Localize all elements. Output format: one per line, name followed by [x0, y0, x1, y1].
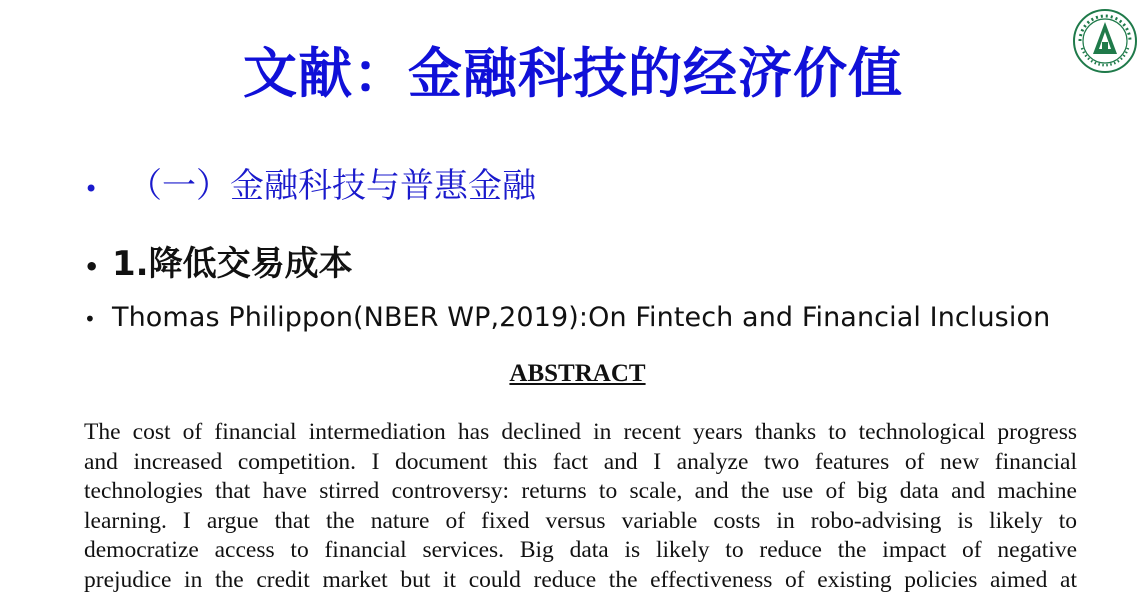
slide-title: 文献：金融科技的经济价值	[243, 42, 903, 105]
abstract-line: learning. I argue that the nature of fixed versus variable costs in robo-advising is likely to	[84, 507, 1077, 534]
bullet-subheading	[84, 236, 353, 285]
university-seal-icon	[1072, 8, 1138, 74]
bullet-text: （一）金融科技与普惠金融	[128, 166, 536, 206]
abstract-line: technologies that have stirred controversy: returns to scale, and the use of big data and machine	[84, 478, 1077, 505]
abstract-line: democratize access to financial services. Big data is likely to reduce the impact of negative	[84, 537, 1077, 564]
abstract-body	[84, 418, 1077, 596]
abstract-line: and increased competition. I document this fact and I analyze two features of new financial	[84, 448, 1077, 475]
abstract-line: prejudice in the credit market but it could reduce the effectiveness of existing policies aimed at	[84, 566, 1077, 593]
abstract-heading: ABSTRACT	[509, 360, 646, 387]
bullet-marker: •	[84, 253, 100, 281]
bullet-text: 1.降低交易成本	[112, 244, 353, 284]
bullet-text: Thomas Philippon(NBER WP,2019):On Fintech and Financial Inclusion	[112, 302, 1051, 333]
bullet-section-heading	[84, 158, 536, 207]
bullet-reference	[84, 302, 1050, 333]
bullet-marker: •	[84, 307, 96, 331]
abstract-line: The cost of financial intermediation has declined in recent years thanks to technological progress	[84, 419, 1077, 445]
bullet-marker: •	[84, 175, 99, 203]
